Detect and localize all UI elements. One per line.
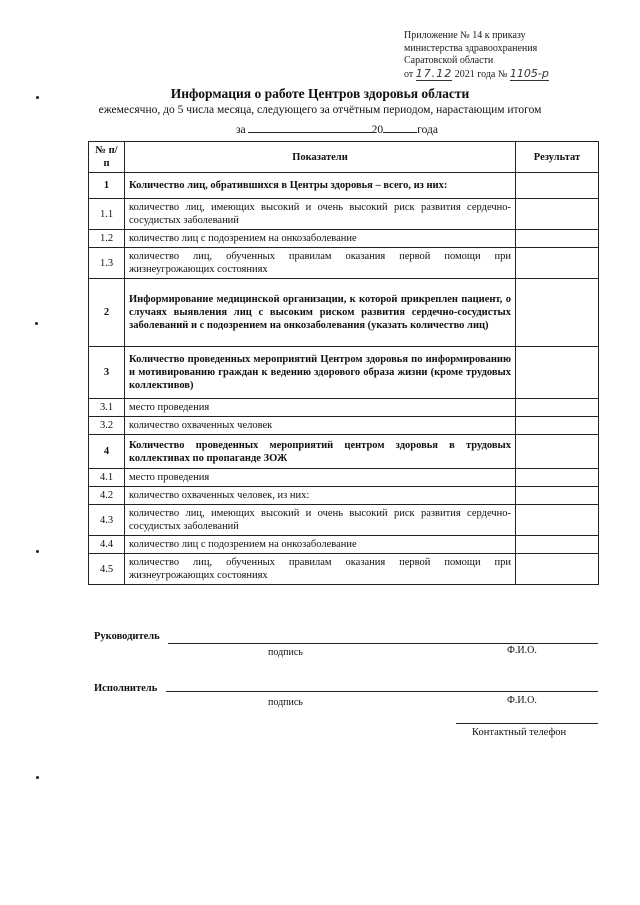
head-signature-caption: подпись	[268, 647, 303, 658]
row-result-cell[interactable]	[516, 173, 599, 199]
executor-label: Исполнитель	[94, 683, 158, 694]
document-subtitle: ежемесячно, до 5 числа месяца, следующего за отчётным периодом, нарастающим итогом	[98, 104, 542, 116]
appendix-line: Приложение № 14 к приказу	[404, 30, 526, 41]
handwritten-date: 17.12	[415, 66, 453, 80]
header-num: № п/п	[89, 142, 125, 173]
row-indicator: место проведения	[125, 469, 516, 487]
row-indicator: количество лиц, имеющих высокий и очень высокий риск развития сердечно-сосудистых заболеваний	[125, 199, 516, 230]
head-name-caption: Ф.И.О.	[507, 645, 537, 656]
row-indicator: количество лиц с подозрением на онкозаболевание	[125, 230, 516, 248]
header-result: Результат	[516, 142, 599, 173]
row-number: 1.3	[89, 248, 125, 279]
executor-signature-line	[166, 691, 598, 692]
row-number: 4.5	[89, 554, 125, 585]
table-row	[89, 417, 599, 435]
row-indicator: Количество проведенных мероприятий Центром здоровья по информированию и мотивированию граждан к ведению здорового образа жизни (кроме трудовых коллективов)	[125, 347, 516, 399]
row-result-cell[interactable]	[516, 536, 599, 554]
row-number: 4.3	[89, 505, 125, 536]
row-number: 4.1	[89, 469, 125, 487]
executor-signature-caption: подпись	[268, 697, 303, 708]
head-signature-line	[168, 643, 598, 644]
indicators-table	[88, 141, 599, 585]
period-prefix: за	[236, 124, 246, 136]
row-number: 4.2	[89, 487, 125, 505]
contact-phone-caption: Контактный телефон	[472, 727, 567, 738]
row-result-cell[interactable]	[516, 399, 599, 417]
row-indicator: количество охваченных человек, из них:	[125, 487, 516, 505]
header-indicator: Показатели	[125, 142, 516, 173]
table-header-row	[89, 142, 599, 173]
row-number: 3.2	[89, 417, 125, 435]
row-result-cell[interactable]	[516, 554, 599, 585]
table-row	[89, 199, 599, 230]
table-row	[89, 435, 599, 469]
row-result-cell[interactable]	[516, 248, 599, 279]
table-row	[89, 230, 599, 248]
executor-name-caption: Ф.И.О.	[507, 695, 537, 706]
table-row	[89, 399, 599, 417]
order-date-line	[404, 68, 549, 82]
row-indicator: количество охваченных человек	[125, 417, 516, 435]
row-indicator: место проведения	[125, 399, 516, 417]
row-indicator: количество лиц, обученных правилам оказания первой помощи при жизнеугрожающих состояниях	[125, 248, 516, 279]
row-indicator: количество лиц, имеющих высокий и очень высокий риск развития сердечно-сосудистых заболеваний	[125, 505, 516, 536]
row-result-cell[interactable]	[516, 230, 599, 248]
table-row	[89, 248, 599, 279]
table-row	[89, 505, 599, 536]
row-number: 3	[89, 347, 125, 399]
row-result-cell[interactable]	[516, 417, 599, 435]
row-number: 4	[89, 435, 125, 469]
table-row	[89, 173, 599, 199]
row-result-cell[interactable]	[516, 469, 599, 487]
phone-line	[456, 723, 598, 724]
table-row	[89, 469, 599, 487]
row-indicator: количество лиц с подозрением на онкозаболевание	[125, 536, 516, 554]
table-row	[89, 487, 599, 505]
row-number: 1.1	[89, 199, 125, 230]
period-year-blank	[383, 122, 417, 133]
document-title: Информация о работе Центров здоровья области	[170, 86, 470, 101]
row-result-cell[interactable]	[516, 347, 599, 399]
period-year-prefix: 20	[371, 124, 384, 136]
row-result-cell[interactable]	[516, 435, 599, 469]
margin-mark	[35, 322, 38, 325]
row-indicator: Количество проведенных мероприятий центром здоровья в трудовых коллективах по пропаганде ЗОЖ	[125, 435, 516, 469]
row-number: 2	[89, 279, 125, 347]
table-row	[89, 536, 599, 554]
handwritten-order-number: 1105-р	[509, 66, 549, 80]
table-row	[89, 347, 599, 399]
margin-mark	[36, 776, 39, 779]
year-text: 2021 года №	[454, 68, 508, 80]
row-number: 3.1	[89, 399, 125, 417]
period-suffix: года	[417, 124, 438, 136]
row-number: 1.2	[89, 230, 125, 248]
row-result-cell[interactable]	[516, 279, 599, 347]
reporting-period	[236, 122, 438, 136]
period-blank	[248, 122, 372, 133]
appendix-line: Саратовской области	[404, 55, 494, 66]
row-result-cell[interactable]	[516, 487, 599, 505]
row-number: 4.4	[89, 536, 125, 554]
row-indicator: количество лиц, обученных правилам оказания первой помощи при жизнеугрожающих состояниях	[125, 554, 516, 585]
table-row	[89, 279, 599, 347]
row-result-cell[interactable]	[516, 199, 599, 230]
row-result-cell[interactable]	[516, 505, 599, 536]
date-prefix: от	[404, 68, 414, 80]
row-number: 1	[89, 173, 125, 199]
row-indicator: Количество лиц, обратившихся в Центры здоровья – всего, из них:	[125, 173, 516, 199]
table-row	[89, 554, 599, 585]
head-label: Руководитель	[94, 631, 160, 642]
margin-mark	[36, 550, 39, 553]
appendix-reference	[404, 30, 549, 81]
appendix-line: министерства здравоохранения	[404, 42, 538, 54]
row-indicator: Информирование медицинской организации, к которой прикреплен пациент, о случаях выявления лиц с высоким риском развития сердечно-сосудистых заболеваний и с подозрением на онкозаболевания (указать количество лиц)	[125, 279, 516, 347]
